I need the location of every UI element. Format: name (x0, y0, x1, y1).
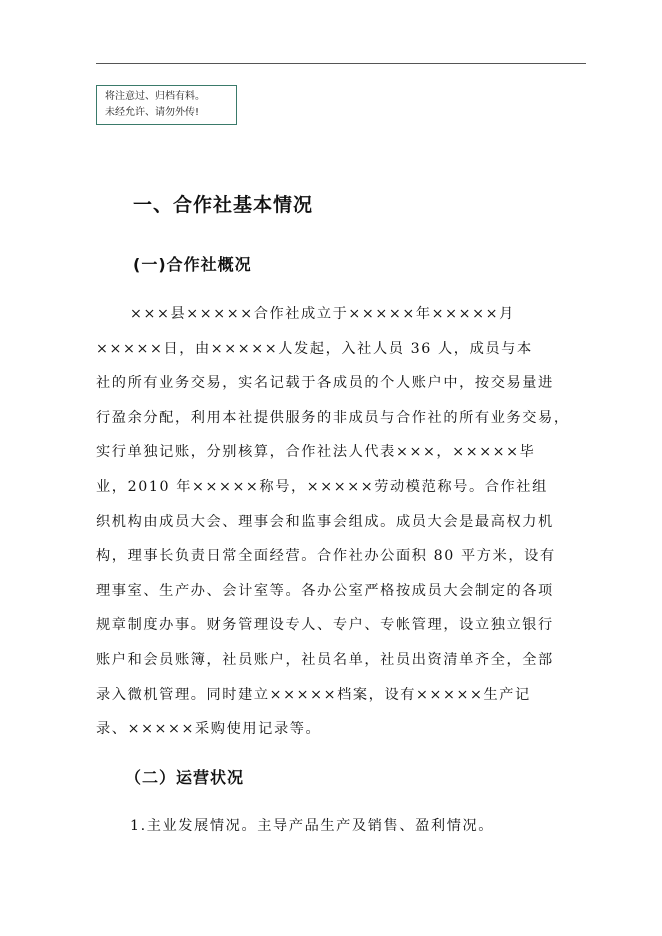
paragraph-line: 行盈余分配，利用本社提供服务的非成员与合作社的所有业务交易， (96, 409, 570, 426)
list-item-main-business: 1.主业发展情况。主导产品生产及销售、盈利情况。 (130, 818, 495, 834)
heading-operations: （二）运营状况 (125, 768, 245, 787)
paragraph-line: 规章制度办事。财务管理设专人、专户、专帐管理，设立独立银行 (96, 617, 554, 634)
overview-paragraph (96, 297, 592, 747)
paragraph-line: 织机构由成员大会、理事会和监事会组成。成员大会是最高权力机 (96, 513, 554, 530)
paragraph-line: 录入微机管理。同时建立×××××档案，设有×××××生产记 (96, 686, 531, 703)
heading-basic-info: 一、合作社基本情况 (133, 194, 314, 216)
paragraph-line: 业，2010 年×××××称号，×××××劳动模范称号。合作社组 (96, 478, 548, 495)
paragraph-line: ×××县×××××合作社成立于×××××年×××××月 (130, 306, 515, 322)
confidential-notice-box (96, 85, 237, 125)
paragraph-line: 构，理事长负责日常全面经营。合作社办公面积 80 平方米，设有 (96, 548, 556, 565)
header-rule (96, 63, 586, 64)
paragraph-line: 账户和会员账簿，社员账户，社员名单，社员出资清单齐全，全部 (96, 651, 554, 668)
paragraph-line: 社的所有业务交易，实名记载于各成员的个人账户中，按交易量进 (96, 375, 554, 392)
paragraph-line: 实行单独记账，分别核算，合作社法人代表×××，×××××毕 (96, 444, 536, 461)
notice-line-2: 未经允许、请勿外传! (105, 107, 200, 118)
notice-line-1: 将注意过、归档有料。 (105, 91, 205, 102)
paragraph-line: 录、×××××采购使用记录等。 (96, 721, 322, 738)
heading-overview: (一)合作社概况 (133, 255, 252, 274)
paragraph-line: ×××××日，由×××××人发起，入社人员 36 人，成员与本 (96, 340, 533, 357)
paragraph-line: 理事室、生产办、会计室等。各办公室严格按成员大会制定的各项 (96, 582, 554, 599)
